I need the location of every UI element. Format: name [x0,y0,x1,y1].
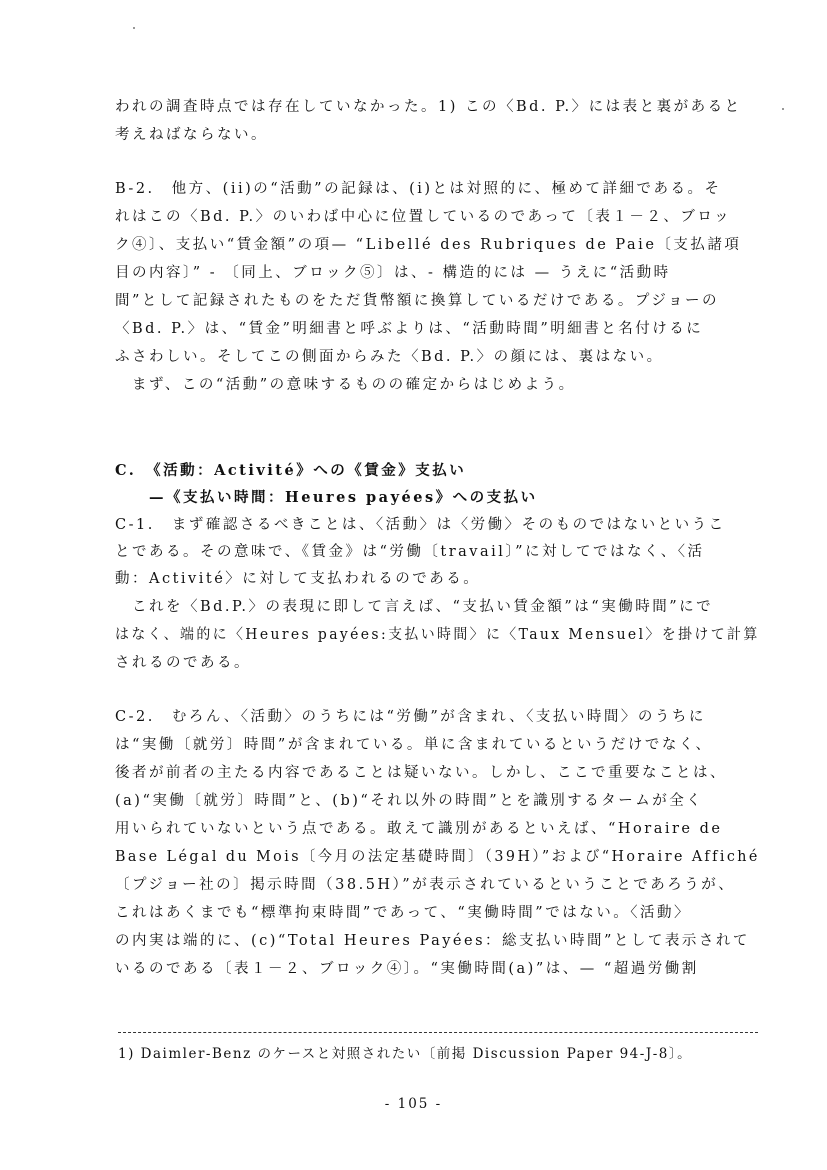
paragraph-b2-line: ク④〕、支払い“賃金額”の項— “Libellé des Rubriques de Paie〔支払諸項 [115,237,742,253]
page-number: - 105 - [384,1096,443,1112]
paragraph-b2-line: 間”として記録されたものをただ貨幣額に換算しているだけである。プジョーの [115,293,720,309]
text-line: 考えねばならない。 [115,127,268,143]
paragraph-b2-line: ふさわしい。そしてこの側面からみた〈Bd. P.〉の顔には、裏はない。 [115,349,664,365]
paragraph-c1-line: はなく、端的に〈Heures payées:支払い時間〉に〈Taux Mensuel〉を掛けて計算 [115,627,760,643]
paragraph-c2-line: (a)“実働〔就労〕時間”と、(b)“それ以外の時間”とを識別するタームが全く [115,793,704,809]
scan-speck [782,108,784,110]
paragraph-c2-line: 〔プジョー社の〕掲示時間（38.5H）”が表示されているということであろうが、 [115,877,736,893]
paragraph-c2-line: いるのである〔表１－２、ブロック④〕。“実働時間(a)”は、— “超過労働割 [115,961,699,977]
paragraph-c2-line: は“実働〔就労〕時間”が含まれている。単に含まれているというだけでなく、 [115,737,713,753]
paragraph-c2-line: C-2. むろん、〈活動〉のうちには“労働”が含まれ、〈支払い時間〉のうちに [115,709,706,725]
section-heading-c: C. 《活動：Activité》への《賃金》支払い [115,462,467,479]
paragraph-b2-line: 目の内容〕” - 〔同上、ブロック⑤〕は、- 構造的には — うえに“活動時 [115,265,671,281]
paragraph-c2-line: Base Légal du Mois〔今月の法定基礎時間〕（39H）”および“Horaire Affiché [115,849,760,865]
paragraph-c2-line: の内実は端的に、(c)“Total Heures Payées：総支払い時間”として表示されて [115,933,750,949]
paragraph-c1-line: C-1. まず確認さるべきことは、〈活動〉は〈労働〉そのものではないというこ [115,517,726,533]
paragraph-c1-line: これを〈Bd.P.〉の表現に即して言えば、“支払い賃金額”は“実働時間”にで [115,599,714,615]
paragraph-c2-line: 後者が前者の主たる内容であることは疑いない。しかし、ここで重要なことは、 [115,765,727,781]
paragraph-c1-line: 動：Activité〉に対して支払われるのである。 [115,571,481,587]
section-subheading-c: —《支払い時間：Heures payées》への支払い [115,489,538,506]
paragraph-b2-line: れはこの〈Bd. P.〉のいわば中心に位置しているのであって〔表１－２、ブロッ [115,209,732,225]
scan-speck [133,27,135,29]
paragraph-c2-line: これはあくまでも“標準拘束時間”であって、“実働時間”ではない。〈活動〉 [115,905,691,921]
paragraph-b2-line: 〈Bd. P.〉は、“賃金”明細書と呼ぶよりは、“活動時間”明細書と名付けるに [115,321,704,337]
paragraph-c1-line: されるのである。 [115,655,251,671]
paragraph-c2-line: 用いられていないという点である。敢えて識別があるといえば、“Horaire de [115,821,723,837]
paragraph-b2-line: B-2. 他方、(ii)の“活動”の記録は、(i)とは対照的に、極めて詳細である。そ [115,181,722,197]
paragraph-c1-line: とである。その意味で、《賃金》は“労働〔travail〕”に対してではなく、〈活 [115,544,705,560]
footnote: 1) Daimler-Benz のケースと対照されたい〔前掲 Discussion Paper 94-J-8〕。 [118,1046,693,1062]
paragraph-b2-line: まず、この“活動”の意味するものの確定からはじめよう。 [115,377,576,393]
text-line: われの調査時点では存在していなかった。1) この〈Bd. P.〉には表と裏があると [115,99,742,115]
footnote-separator [118,1032,758,1033]
